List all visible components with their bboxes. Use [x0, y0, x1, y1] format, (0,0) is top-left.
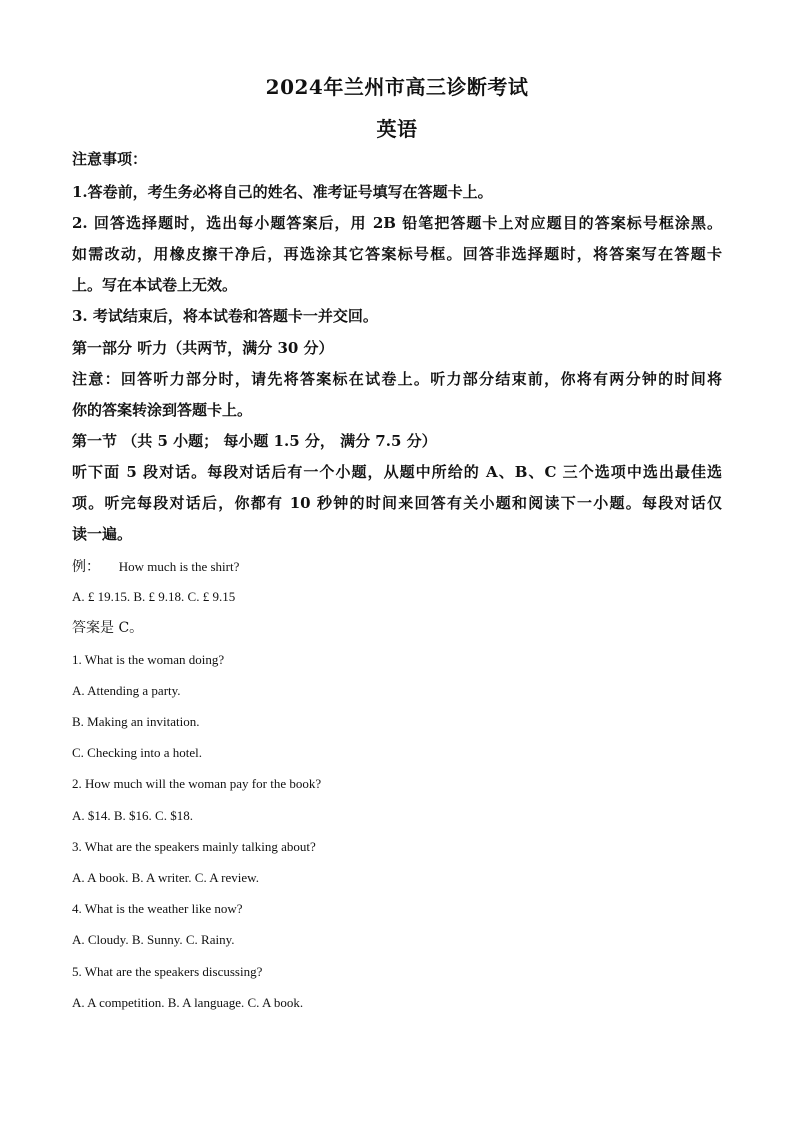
- notice-item-3: 3. 考试结束后，将本试卷和答题卡一并交回。: [72, 307, 378, 325]
- section1-instruction-line-2: 项。听完每段对话后，你都有 10 秒钟的时间来回答有关小题和阅读下一小题。每段对话仅: [72, 494, 722, 512]
- question-3: 3. What are the speakers mainly talking about?: [72, 839, 316, 854]
- part1-note-line-1: 注意：回答听力部分时，请先将答案标在试卷上。听力部分结束前，你将有两分钟的时间将: [72, 370, 722, 388]
- part1-note-line-2: 你的答案转涂到答题卡上。: [72, 401, 253, 419]
- notice-item-2-line-1: 2. 回答选择题时，选出每小题答案后，用 2B 铅笔把答题卡上对应题目的答案标号框涂黑。: [72, 214, 722, 232]
- question-4: 4. What is the weather like now?: [72, 901, 243, 916]
- notice-heading: 注意事项：: [72, 150, 148, 168]
- example-prefix: 例：: [72, 559, 100, 575]
- section1-instruction-line-3: 读一遍。: [72, 525, 133, 543]
- example-answer: 答案是 C。: [72, 620, 144, 636]
- question-2-options: A. $14. B. $16. C. $18.: [72, 808, 193, 823]
- example-options: A. £ 19.15. B. £ 9.18. C. £ 9.15: [72, 589, 236, 604]
- exam-title: 2024年兰州市高三诊断考试: [265, 75, 529, 99]
- question-2: 2. How much will the woman pay for the book?: [72, 776, 322, 791]
- question-4-options: A. Cloudy. B. Sunny. C. Rainy.: [72, 932, 235, 947]
- section1-heading: 第一节 （共 5 小题； 每小题 1.5 分， 满分 7.5 分）: [72, 432, 437, 450]
- question-1: 1. What is the woman doing?: [72, 652, 225, 667]
- question-5-options: A. A competition. B. A language. C. A book.: [72, 995, 304, 1010]
- subject-title: 英语: [376, 117, 418, 141]
- question-1-option-b: B. Making an invitation.: [72, 714, 200, 729]
- notice-item-2-line-2: 如需改动，用橡皮擦干净后，再选涂其它答案标号框。回答非选择题时，将答案写在答题卡: [72, 245, 722, 263]
- question-5: 5. What are the speakers discussing?: [72, 964, 263, 979]
- question-1-option-c: C. Checking into a hotel.: [72, 745, 202, 760]
- example-question: How much is the shirt?: [118, 559, 240, 574]
- question-1-option-a: A. Attending a party.: [72, 683, 181, 698]
- notice-item-2-line-3: 上。写在本试卷上无效。: [72, 276, 238, 294]
- section1-instruction-line-1: 听下面 5 段对话。每段对话后有一个小题，从题中所给的 A、B、C 三个选项中选出最佳选: [72, 463, 722, 481]
- part1-heading: 第一部分 听力（共两节，满分 30 分）: [72, 339, 334, 357]
- question-3-options: A. A book. B. A writer. C. A review.: [72, 870, 259, 885]
- example-question-line: [72, 557, 722, 576]
- notice-item-1: 1.答卷前，考生务必将自己的姓名、准考证号填写在答题卡上。: [72, 183, 493, 201]
